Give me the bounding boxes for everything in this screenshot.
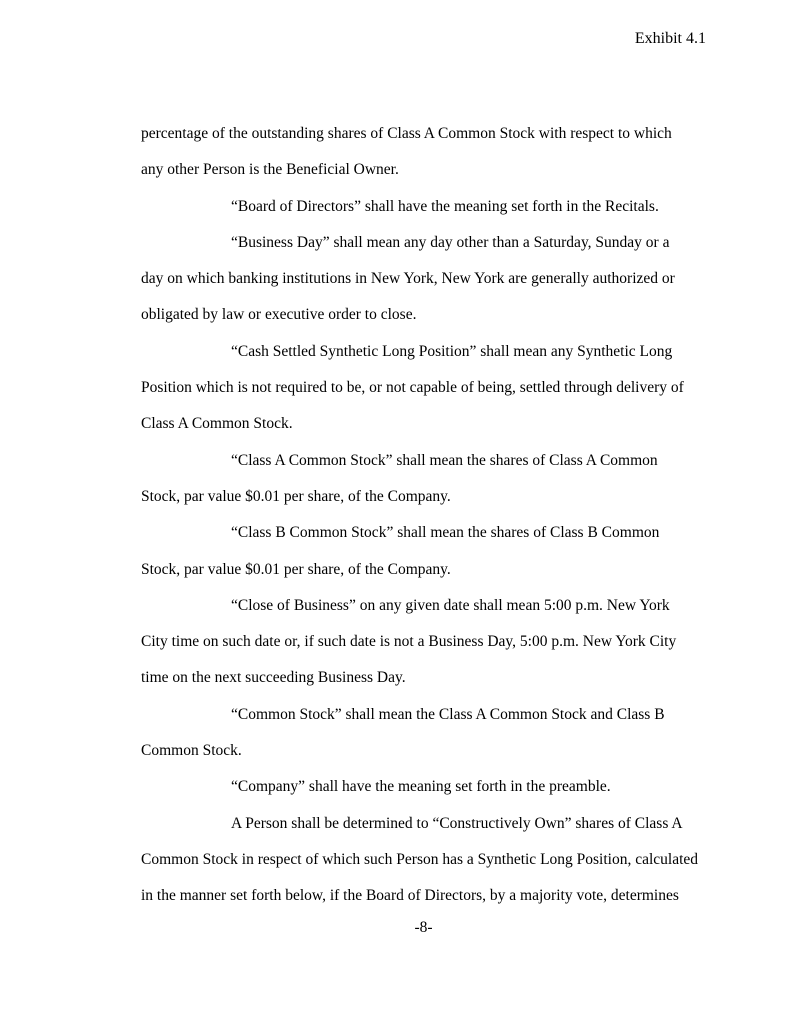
text-line: Stock, par value $0.01 per share, of the Company. (141, 560, 451, 578)
text-line: obligated by law or executive order to close. (141, 306, 417, 324)
page-number: -8- (414, 919, 433, 936)
document-body (141, 124, 706, 923)
text-line: “Class B Common Stock” shall mean the shares of Class B Common (231, 524, 660, 542)
text-line: Stock, par value $0.01 per share, of the Company. (141, 487, 451, 505)
text-line: Common Stock in respect of which such Person has a Synthetic Long Position, calculated (141, 850, 699, 868)
text-line: “Class A Common Stock” shall mean the shares of Class A Common (231, 451, 658, 469)
text-line: in the manner set forth below, if the Board of Directors, by a majority vote, determines (141, 887, 679, 905)
text-line: City time on such date or, if such date is not a Business Day, 5:00 p.m. New York City (141, 633, 677, 651)
text-line: A Person shall be determined to “Constructively Own” shares of Class A (231, 814, 683, 832)
document-content (141, 0, 706, 1034)
text-line: “Close of Business” on any given date shall mean 5:00 p.m. New York (231, 596, 670, 614)
text-line: “Cash Settled Synthetic Long Position” shall mean any Synthetic Long (231, 342, 673, 360)
text-line: Position which is not required to be, or not capable of being, settled through delivery of (141, 379, 684, 397)
text-line: Common Stock. (141, 742, 242, 760)
text-line: time on the next succeeding Business Day. (141, 669, 406, 687)
text-line: day on which banking institutions in New York, New York are generally authorized or (141, 270, 675, 288)
text-line: percentage of the outstanding shares of Class A Common Stock with respect to which (141, 125, 672, 142)
text-line: “Company” shall have the meaning set forth in the preamble. (231, 778, 611, 796)
text-line: “Board of Directors” shall have the meaning set forth in the Recitals. (231, 197, 659, 215)
exhibit-label: Exhibit 4.1 (634, 30, 706, 47)
text-line: any other Person is the Beneficial Owner. (141, 161, 399, 179)
text-line: “Business Day” shall mean any day other than a Saturday, Sunday or a (231, 233, 670, 251)
text-line: Class A Common Stock. (141, 415, 293, 433)
text-line: “Common Stock” shall mean the Class A Common Stock and Class B (231, 705, 665, 723)
